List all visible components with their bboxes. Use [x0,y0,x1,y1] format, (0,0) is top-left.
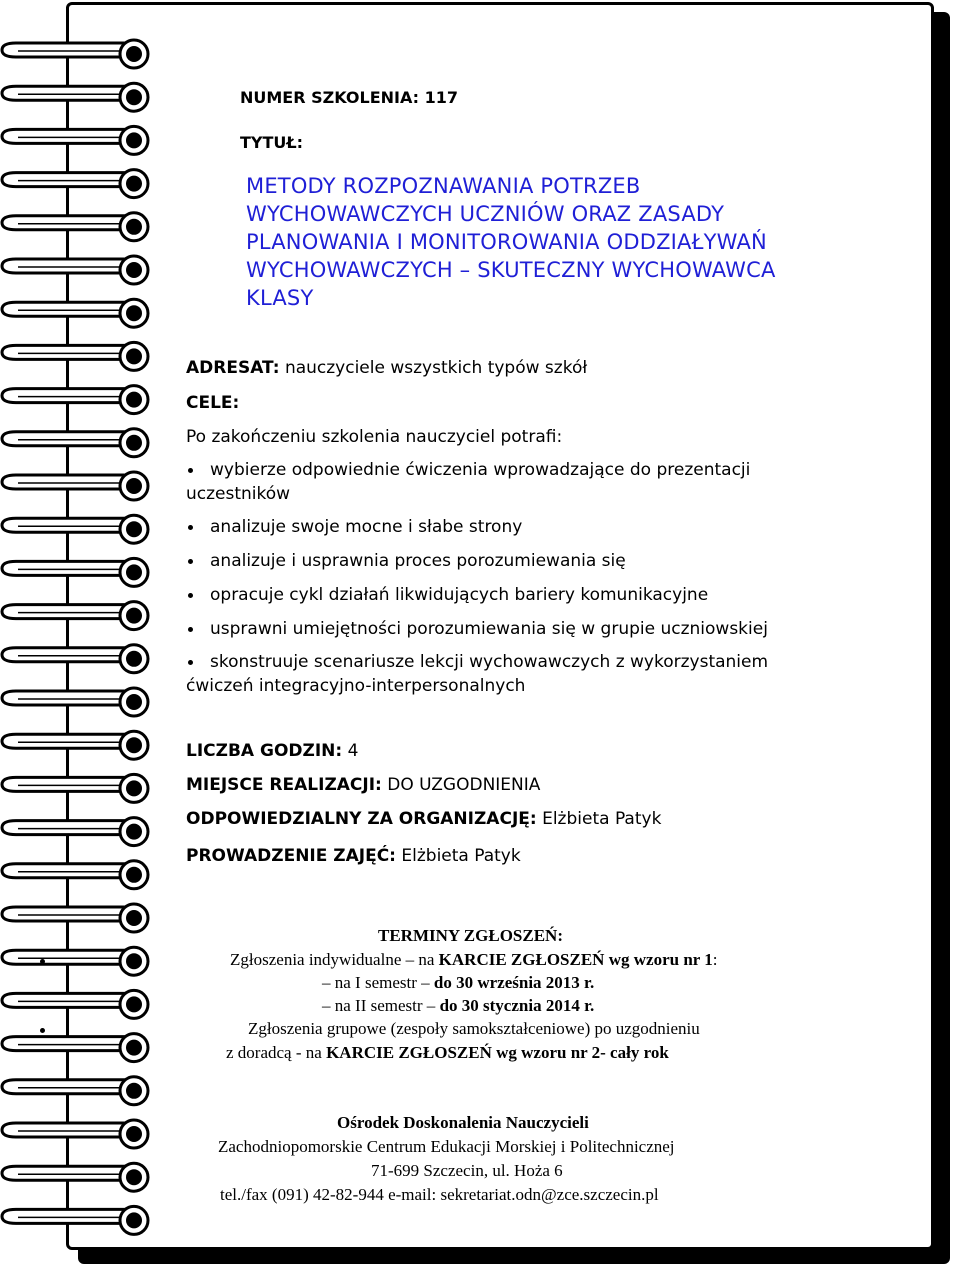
title-label: TYTUŁ: [240,133,304,152]
lead-label: PROWADZENIE ZAJĘĆ: [186,846,396,866]
training-number [240,88,458,107]
bullet [188,627,193,632]
group-text: z doradcą - na [226,1043,322,1062]
spiral-ring [2,904,148,932]
goal-item: opracuje cykl działań likwidujących bariery komunikacyjne [210,585,709,605]
title-line: WYCHOWAWCZYCH UCZNIÓW ORAZ ZASADY [246,202,725,226]
place-label: MIEJSCE REALIZACJI: [186,775,382,795]
org-name: Ośrodek Doskonalenia Nauczycieli [337,1113,589,1132]
organizer-label: ODPOWIEDZIALNY ZA ORGANIZACJĘ: [186,809,537,829]
individual-text: Zgłoszenia indywidualne – na [230,950,435,969]
title-line: PLANOWANIA I MONITOROWANIA ODDZIAŁYWAŃ [246,230,767,254]
bullet [40,1028,45,1033]
goals-label: CELE: [186,393,240,413]
lead [186,846,521,866]
audience [186,358,587,378]
goal-item: analizuje i usprawnia proces porozumiewania się [210,551,626,571]
spiral-ring [2,515,148,543]
spiral-ring [2,1077,148,1105]
goal-item-continued: uczestników [186,484,291,504]
spiral-ring [2,126,148,154]
goals-intro: Po zakończeniu szkolenia nauczyciel potrafi: [186,427,563,447]
goal-item-continued: ćwiczeń integracyjno-interpersonalnych [186,676,526,696]
contact: tel./fax (091) 42-82-944 e-mail: sekretariat.odn@zce.szczecin.pl [220,1185,659,1204]
spiral-ring [2,774,148,802]
group-form: KARCIE ZGŁOSZEŃ wg wzoru nr 2- cały rok [326,1043,669,1062]
bullet [188,468,193,473]
spiral-ring [2,83,148,111]
organizer [186,809,661,829]
semester-2-text: – na II semestr – [322,996,436,1015]
title-line: KLASY [246,286,314,310]
spiral-ring [2,818,148,846]
spiral-ring [2,602,148,630]
audience-label: ADRESAT: [186,358,280,378]
individual-registration [230,950,718,970]
goal-item: analizuje swoje mocne i słabe strony [210,517,523,537]
spiral-ring [2,688,148,716]
title-line: METODY ROZPOZNAWANIA POTRZEB [246,174,641,198]
spiral-ring [2,731,148,759]
goal-item: wybierze odpowiednie ćwiczenia wprowadzające do prezentacji [210,460,751,480]
place [186,775,540,795]
group-registration: Zgłoszenia grupowe (zespoły samokształceniowe) po uzgodnieniu [248,1019,700,1038]
spiral-ring [2,386,148,414]
group-registration-form [226,1043,669,1063]
spiral-ring [2,472,148,500]
spiral-ring [2,1206,148,1234]
bullet [188,559,193,564]
bullet [188,525,193,530]
spiral-ring [2,40,148,68]
spiral-ring [2,213,148,241]
spiral-ring [2,558,148,586]
place-value: DO UZGODNIENIA [387,775,541,795]
individual-form: KARCIE ZGŁOSZEŃ wg wzoru nr 1 [438,950,713,969]
spiral-ring [2,1163,148,1191]
registration-heading: TERMINY ZGŁOSZEŃ: [378,926,563,945]
hours-label: LICZBA GODZIN: [186,741,343,761]
hours [186,741,358,761]
bullet [188,660,193,665]
training-number-value: 117 [424,88,459,107]
goal-item: skonstruuje scenariusze lekcji wychowawczych z wykorzystaniem [210,652,769,672]
spiral-ring [2,256,148,284]
organizer-value: Elżbieta Patyk [542,809,662,829]
title-line: WYCHOWAWCZYCH – SKUTECZNY WYCHOWAWCA [246,258,776,282]
goal-item: usprawni umiejętności porozumiewania się w grupie uczniowskiej [210,619,768,639]
spiral-ring [2,645,148,673]
audience-value: nauczyciele wszystkich typów szkół [284,358,588,378]
semester-2-deadline: do 30 stycznia 2014 r. [439,996,595,1015]
semester-2 [322,996,594,1016]
spiral-ring [2,990,148,1018]
spiral-ring [2,170,148,198]
hours-value: 4 [347,741,359,761]
center-name: Zachodniopomorskie Centrum Edukacji Morskiej i Politechnicznej [218,1137,675,1156]
spiral-ring [2,1120,148,1148]
semester-1-deadline: do 30 września 2013 r. [433,973,595,992]
spiral-ring [2,1034,148,1062]
training-number-label: NUMER SZKOLENIA: [240,88,420,107]
address: 71-699 Szczecin, ul. Hoża 6 [371,1161,563,1180]
semester-1 [322,973,594,993]
individual-end: : [712,950,718,969]
spiral-ring [2,429,148,457]
bullet [40,959,45,964]
spiral-ring [2,299,148,327]
lead-value: Elżbieta Patyk [401,846,521,866]
spiral-ring [2,947,148,975]
spiral-ring [2,342,148,370]
bullet [188,593,193,598]
spiral-ring [2,861,148,889]
spiral-binding [0,0,180,1272]
semester-1-text: – na I semestr – [322,973,430,992]
